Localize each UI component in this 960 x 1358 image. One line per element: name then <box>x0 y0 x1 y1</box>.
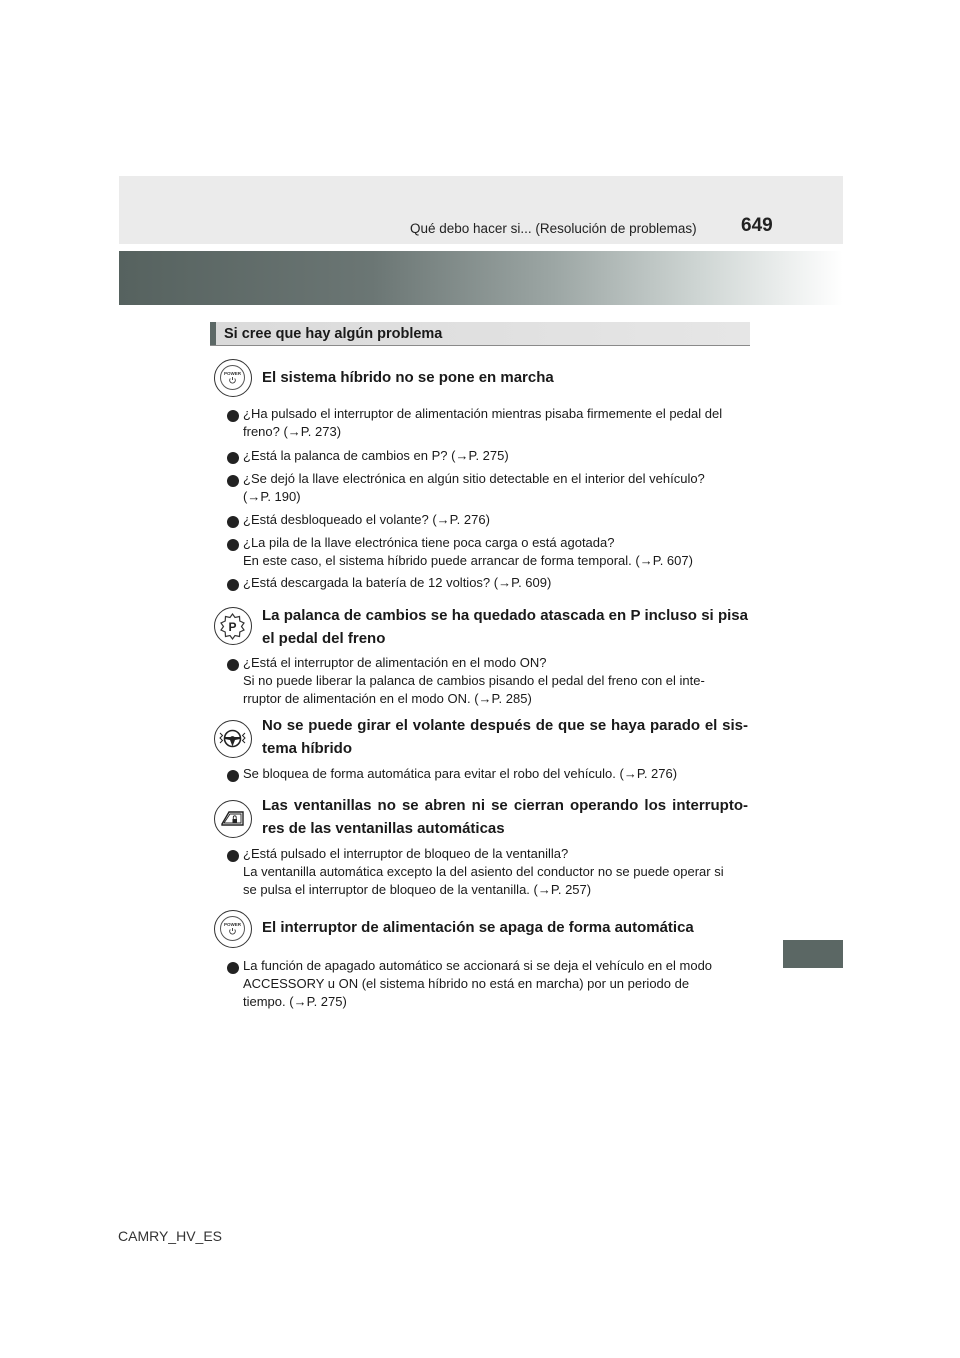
bullet-line: En este caso, el sistema híbrido puede arrancar de forma temporal. (→P. 607) <box>243 553 693 568</box>
bullet-line: La función de apagado automático se accionará si se deja el vehículo en el modo <box>243 958 713 973</box>
bullet-dot <box>227 539 239 551</box>
p-label: P <box>228 620 237 634</box>
bullet-line: ¿Está el interruptor de alimentación en el modo ON? <box>243 655 547 670</box>
bullet-line: ¿Está descargada la batería de 12 voltios? (→P. 609) <box>243 575 552 590</box>
question-title-shift-stuck: La palanca de cambios se ha quedado atascada en P incluso si pisa el pedal del freno <box>262 607 748 647</box>
bullet-line: ¿La pila de la llave electrónica tiene poca carga o está agotada? <box>243 535 615 550</box>
bullet-line: ¿Se dejó la llave electrónica en algún sitio detectable en el interior del vehículo? <box>243 471 705 486</box>
page-number: 649 <box>741 215 773 236</box>
bullet-text <box>243 654 745 708</box>
bullet-line: freno? (→P. 273) <box>243 424 342 439</box>
bullet-line: Si no puede liberar la palanca de cambios pisando el pedal del freno con el inte- <box>243 673 705 688</box>
section-header <box>210 322 750 346</box>
bullet-line: ¿Está la palanca de cambios en P? (→P. 275) <box>243 448 509 463</box>
chapter-banner <box>119 251 843 305</box>
bullet-dot <box>227 452 239 464</box>
bullet-text <box>243 534 745 570</box>
steering-lock-icon <box>214 720 252 758</box>
power-label: POWER <box>223 922 242 927</box>
shift-lock-p-icon <box>214 607 252 645</box>
question-title-auto-power-off: El interruptor de alimentación se apaga de forma automática <box>262 919 694 936</box>
bullet-dot <box>227 770 239 782</box>
bullet-dot <box>227 962 239 974</box>
bullet-text <box>243 511 745 529</box>
chapter-title: Qué debo hacer si... (Resolución de problemas) <box>410 221 697 236</box>
bullet-text <box>243 765 745 783</box>
question-title-hybrid-not-start: El sistema híbrido no se pone en marcha <box>262 369 554 386</box>
power-label: POWER <box>223 371 242 376</box>
bullet-text <box>243 447 745 465</box>
bullet-dot <box>227 850 239 862</box>
bullet-text <box>243 470 745 506</box>
bullet-text <box>243 957 745 1011</box>
bullet-line: ¿Está pulsado el interruptor de bloqueo de la ventanilla? <box>243 846 569 861</box>
section-header-bar <box>210 322 216 345</box>
bullet-line: se pulsa el interruptor de bloqueo de la ventanilla. (→P. 257) <box>243 882 592 897</box>
bullet-line: tiempo. (→P. 275) <box>243 994 347 1009</box>
bullet-dot <box>227 659 239 671</box>
bullet-line: Se bloquea de forma automática para evitar el robo del vehículo. (→P. 276) <box>243 766 678 781</box>
model-code: CAMRY_HV_ES <box>118 1228 223 1244</box>
bullet-line: ¿Está desbloqueado el volante? (→P. 276) <box>243 512 490 527</box>
bullet-line: (→P. 190) <box>243 489 301 504</box>
window-lock-icon <box>214 800 252 838</box>
bullet-text <box>243 574 745 592</box>
bullet-line: ACCESSORY u ON (el sistema híbrido no está en marcha) por un periodo de <box>243 976 690 991</box>
bullet-dot <box>227 475 239 487</box>
bullet-line: ¿Ha pulsado el interruptor de alimentación mientras pisaba firmemente el pedal del <box>243 406 723 421</box>
bullet-line: rruptor de alimentación en el modo ON. (→P. 285) <box>243 691 532 706</box>
bullet-dot <box>227 516 239 528</box>
section-title: Si cree que hay algún problema <box>224 326 443 342</box>
question-title-steering-locked: No se puede girar el volante después de que se haya parado el sis-tema híbrido <box>262 717 748 757</box>
power-button-icon <box>214 359 252 397</box>
power-button-icon <box>214 910 252 948</box>
question-title-windows: Las ventanillas no se abren ni se cierran operando los interrupto-res de las ventanillas automáticas <box>262 797 748 837</box>
chapter-side-tab <box>783 940 843 968</box>
bullet-line: La ventanilla automática excepto la del asiento del conductor no se puede operar si <box>243 864 724 879</box>
bullet-text <box>243 405 745 441</box>
bullet-dot <box>227 579 239 591</box>
bullet-text <box>243 845 745 899</box>
bullet-dot <box>227 410 239 422</box>
